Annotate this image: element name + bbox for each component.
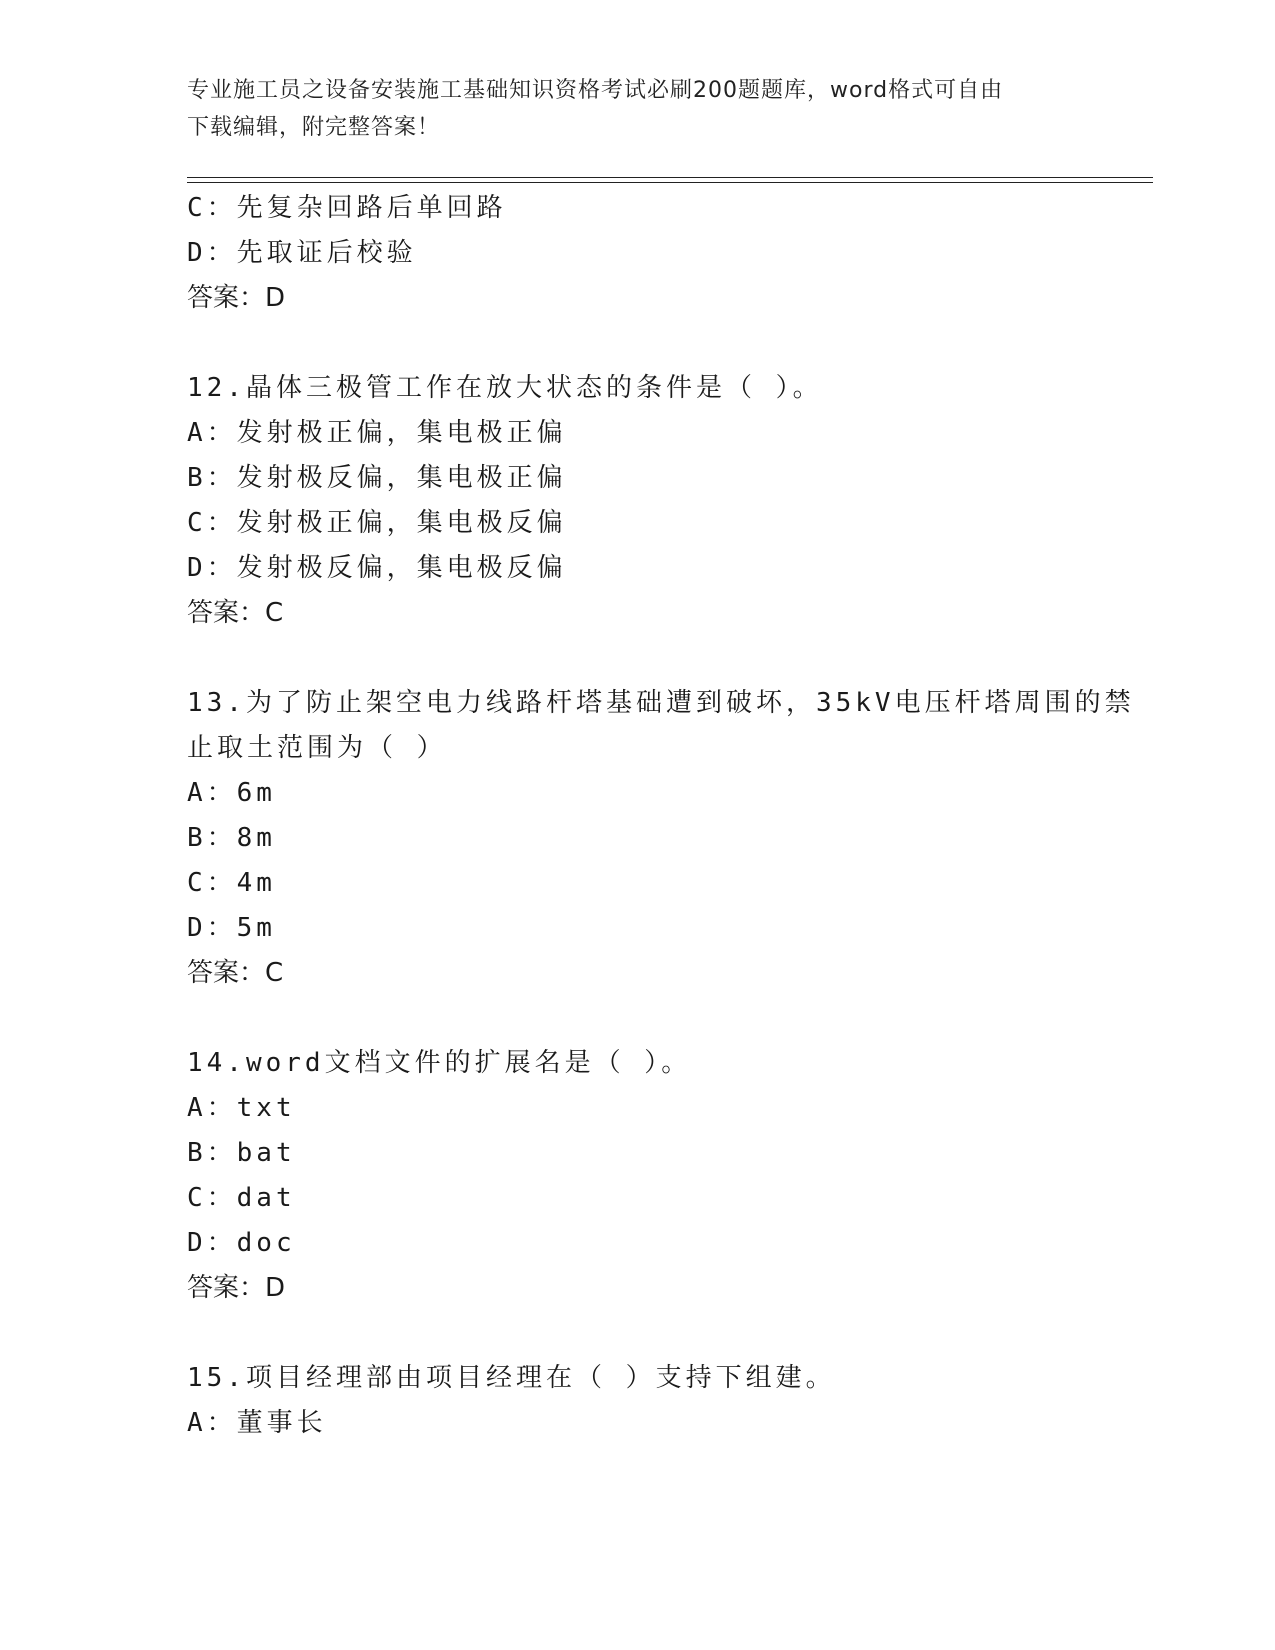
question-13-answer: 答案：C [187,958,284,988]
header-line-1: 专业施工员之设备安装施工基础知识资格考试必刷200题题库，word格式可自由 [187,78,1004,103]
question-14: 14.word文档文件的扩展名是（ ）。 [187,1048,692,1078]
question-15-option-a: A：董事长 [187,1408,327,1438]
question-15: 15.项目经理部由项目经理在（ ）支持下组建。 [187,1363,836,1393]
question-13-line-2: 止取土范围为（ ） [187,733,447,763]
question-13-option-b: B：8m [187,823,276,853]
question-12-option-a: A：发射极正偏，集电极正偏 [187,418,567,448]
question-14-option-b: B：bat [187,1138,296,1168]
question-13-line-1: 13.为了防止架空电力线路杆塔基础遭到破坏，35kV电压杆塔周围的禁 [187,688,1135,718]
question-12-option-c: C：发射极正偏，集电极反偏 [187,508,567,538]
header-divider-bottom [187,182,1153,183]
question-13-option-d: D：5m [187,913,276,943]
document-header [187,72,1087,146]
question-14-option-d: D：doc [187,1228,296,1258]
question-12-answer: 答案：C [187,598,284,628]
header-line-2: 下载编辑，附完整答案！ [187,115,441,140]
answer-line: 答案：D [187,283,286,313]
question-14-answer: 答案：D [187,1273,286,1303]
question-12: 12.晶体三极管工作在放大状态的条件是（ ）。 [187,373,823,403]
header-divider-top [187,177,1153,178]
question-14-option-c: C：dat [187,1183,296,1213]
option-c: C：先复杂回路后单回路 [187,193,507,223]
option-d: D：先取证后校验 [187,238,417,268]
question-14-option-a: A：txt [187,1093,296,1123]
question-12-option-b: B：发射极反偏，集电极正偏 [187,463,567,493]
question-13-option-a: A：6m [187,778,276,808]
question-13-option-c: C：4m [187,868,276,898]
question-12-option-d: D：发射极反偏，集电极反偏 [187,553,567,583]
